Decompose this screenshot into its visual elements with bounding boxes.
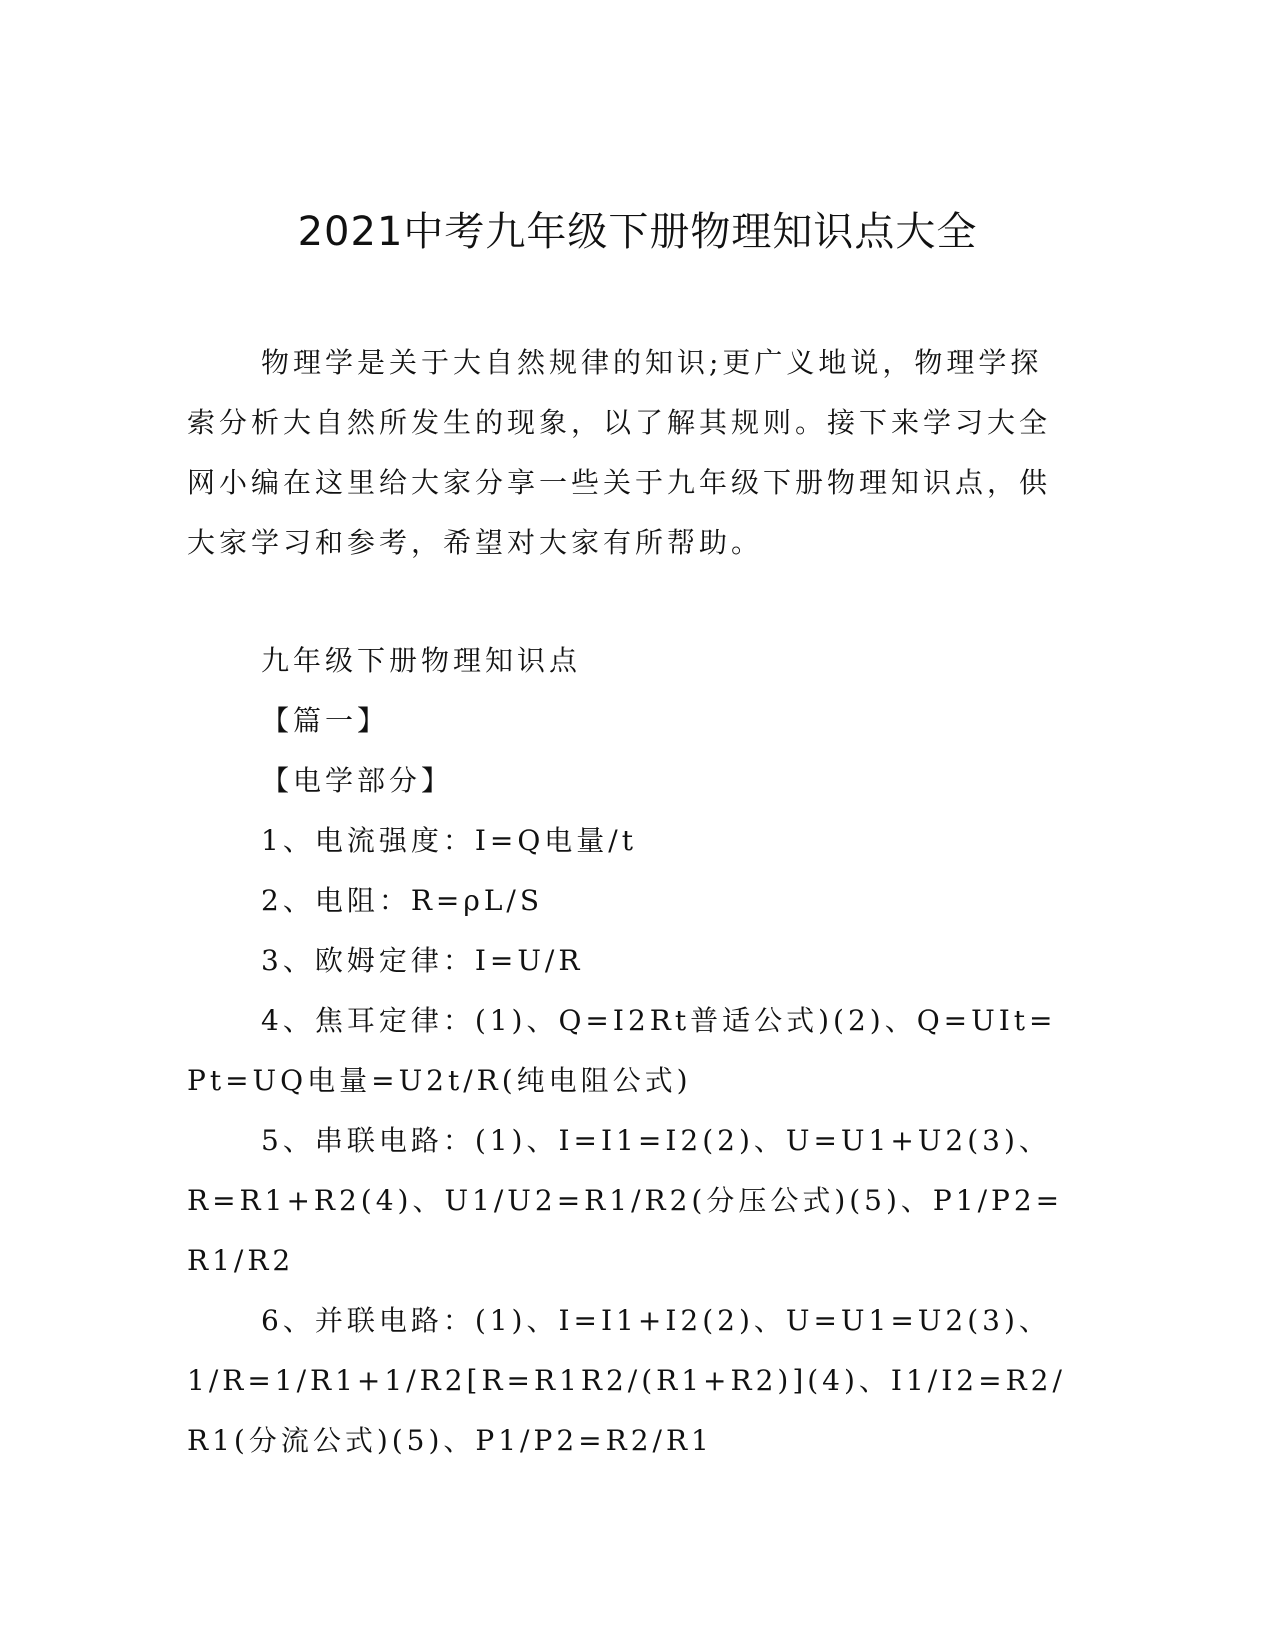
formula-item: 5、串联电路：(1)、I=I1=I2(2)、U=U1+U2(3)、R=R1+R2(4)、U1/U2=R1/R2(分压公式)(5)、P1/P2=R1/R2: [187, 1124, 1064, 1277]
document-body: [187, 333, 1072, 1471]
subsection-label: 【电学部分】: [261, 764, 454, 797]
formula-item: 6、并联电路：(1)、I=I1+I2(2)、U=U1=U2(3)、1/R=1/R1+1/R2[R=R1R2/(R1+R2)](4)、I1/I2=R2/R1(分流公式)(5)、P1/P2=R2/R1: [187, 1304, 1066, 1457]
formula-item: 2、电阻：R=ρL/S: [261, 884, 544, 917]
intro-paragraph: 物理学是关于大自然规律的知识;更广义地说，物理学探索分析大自然所发生的现象，以了解其规则。接下来学习大全网小编在这里给大家分享一些关于九年级下册物理知识点，供大家学习和参考，希望对大家有所帮助。: [187, 346, 1052, 559]
formula-item: 1、电流强度：I=Q电量/t: [261, 824, 637, 857]
paragraph-gap: [187, 573, 1072, 631]
formula-item: 3、欧姆定律：I=U/R: [261, 944, 584, 977]
part-label: 【篇一】: [261, 704, 390, 737]
formula-item: 4、焦耳定律：(1)、Q=I2Rt普适公式)(2)、Q=UIt=Pt=UQ电量=U2t/R(纯电阻公式): [187, 1004, 1057, 1097]
document-title: 2021中考九年级下册物理知识点大全: [297, 209, 978, 255]
section-heading: 九年级下册物理知识点: [261, 644, 582, 677]
